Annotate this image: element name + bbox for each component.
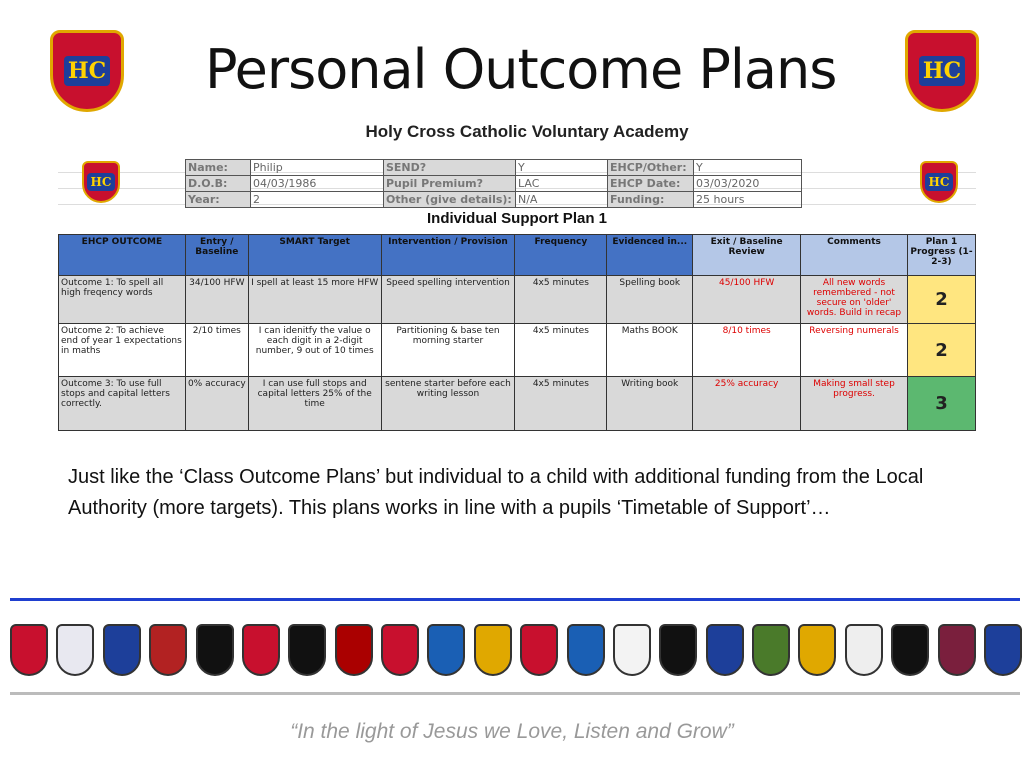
info-label: EHCP Date: [608, 176, 694, 192]
crest-logo-text: HC [64, 56, 110, 86]
info-label: Other (give details): [384, 192, 516, 208]
info-value: 25 hours [694, 192, 802, 208]
small-crest-left: HC [82, 161, 120, 203]
divider-gray [10, 692, 1020, 695]
school-logo [613, 624, 651, 676]
table-cell: 45/100 HFW [693, 276, 801, 324]
school-logo [845, 624, 883, 676]
table-cell: sentene starter before each writing lesson [381, 377, 515, 431]
table-cell: I spell at least 15 more HFW [248, 276, 381, 324]
school-logo [149, 624, 187, 676]
info-value: 2 [251, 192, 384, 208]
info-value: 04/03/1986 [251, 176, 384, 192]
school-logo [984, 624, 1022, 676]
school-logo [10, 624, 48, 676]
school-logo [706, 624, 744, 676]
info-row [186, 192, 802, 208]
crest-logo-text: HC [919, 56, 965, 86]
progress-score: 3 [907, 377, 975, 431]
info-row [186, 176, 802, 192]
table-cell: Maths BOOK [607, 324, 693, 377]
column-header: Intervention / Provision [381, 235, 515, 276]
info-label: SEND? [384, 160, 516, 176]
info-label: EHCP/Other: [608, 160, 694, 176]
table-cell: Outcome 3: To use full stops and capital letters correctly. [59, 377, 186, 431]
school-logo [288, 624, 326, 676]
table-row [59, 324, 976, 377]
table-cell: Making small step progress. [801, 377, 908, 431]
info-value: LAC [516, 176, 608, 192]
school-logo [938, 624, 976, 676]
description-text: Just like the ‘Class Outcome Plans’ but individual to a child with additional funding from the Local Authority (more targets). This plans works in line with a pupils ‘Timetable of Support’… [68, 466, 924, 519]
academy-name: Holy Cross Catholic Voluntary Academy [365, 122, 689, 141]
table-cell: Speed spelling intervention [381, 276, 515, 324]
table-cell: Outcome 1: To spell all high freqency words [59, 276, 186, 324]
school-logo [427, 624, 465, 676]
column-header: EHCP OUTCOME [59, 235, 186, 276]
progress-score: 2 [907, 324, 975, 377]
table-cell: 4x5 minutes [515, 324, 607, 377]
school-logo [659, 624, 697, 676]
school-logo [891, 624, 929, 676]
table-cell: Writing book [607, 377, 693, 431]
school-logo [798, 624, 836, 676]
table-cell: All new words remembered - not secure on 'older' words. Build in recap [801, 276, 908, 324]
column-header: Plan 1 Progress (1-2-3) [907, 235, 975, 276]
school-logo [335, 624, 373, 676]
column-header: Entry / Baseline [185, 235, 248, 276]
table-row [59, 377, 976, 431]
school-logo [103, 624, 141, 676]
table-cell: Spelling book [607, 276, 693, 324]
table-cell: 34/100 HFW [185, 276, 248, 324]
table-cell: Outcome 2: To achieve end of year 1 expectations in maths [59, 324, 186, 377]
info-label: Year: [186, 192, 251, 208]
school-crest-right [905, 30, 979, 112]
school-logo [242, 624, 280, 676]
info-value: Y [516, 160, 608, 176]
column-header: Evidenced in... [607, 235, 693, 276]
info-value: 03/03/2020 [694, 176, 802, 192]
plan-title: Individual Support Plan 1 [426, 210, 607, 227]
school-crest-left [50, 30, 124, 112]
table-cell: 4x5 minutes [515, 276, 607, 324]
table-cell: I can use full stops and capital letters 25% of the time [248, 377, 381, 431]
table-cell: 25% accuracy [693, 377, 801, 431]
column-header: Comments [801, 235, 908, 276]
motto: “In the light of Jesus we Love, Listen and Grow” [290, 720, 734, 743]
table-row [59, 276, 976, 324]
school-logo [752, 624, 790, 676]
table-cell: 8/10 times [693, 324, 801, 377]
page-title: Personal Outcome Plans [205, 38, 837, 101]
table-cell: I can idenitfy the value o each digit in a 2-digit number, 9 out of 10 times [248, 324, 381, 377]
table-cell: Partitioning & base ten morning starter [381, 324, 515, 377]
school-logo [381, 624, 419, 676]
divider-blue [10, 598, 1020, 601]
info-label: Pupil Premium? [384, 176, 516, 192]
support-plan-table [58, 234, 976, 431]
pupil-info-table [185, 159, 802, 208]
table-cell: 2/10 times [185, 324, 248, 377]
progress-score: 2 [907, 276, 975, 324]
school-logo [196, 624, 234, 676]
school-logo [520, 624, 558, 676]
info-label: Funding: [608, 192, 694, 208]
info-row [186, 160, 802, 176]
info-value: N/A [516, 192, 608, 208]
small-crest-right: HC [920, 161, 958, 203]
table-cell: Reversing numerals [801, 324, 908, 377]
school-logo [56, 624, 94, 676]
info-value: Philip [251, 160, 384, 176]
info-value: Y [694, 160, 802, 176]
column-header: SMART Target [248, 235, 381, 276]
column-header: Exit / Baseline Review [693, 235, 801, 276]
school-logo [474, 624, 512, 676]
column-header: Frequency [515, 235, 607, 276]
table-cell: 0% accuracy [185, 377, 248, 431]
table-cell: 4x5 minutes [515, 377, 607, 431]
school-logo [567, 624, 605, 676]
partner-school-logos [10, 624, 1022, 676]
info-label: Name: [186, 160, 251, 176]
info-label: D.O.B: [186, 176, 251, 192]
